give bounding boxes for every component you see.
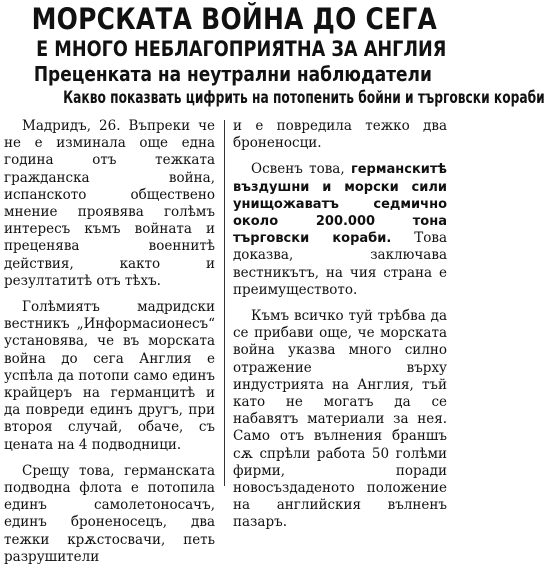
headline-deck: Какво показвать цифрить на потопенить бойни и търговски кораби — [63, 88, 545, 108]
article-column-left — [4, 118, 215, 575]
headline-subtitle: Преценката на неутрални наблюдатели — [33, 62, 432, 86]
column-divider — [224, 120, 225, 486]
paragraph-4-lead: Освенъ това, — [251, 161, 351, 178]
paragraph-3: Срещу това, германската подводна флота е потопила единъ самолетоносачъ, единъ броненосецъ, два тежки крѫстосвачи, петь разрушители — [4, 462, 215, 565]
paragraph-4-emphasis: германскитѣ въздушни и морски сили унищожаватъ седмично около 200.000 тона търговски кораби. — [233, 162, 447, 247]
article-column-right — [233, 118, 447, 541]
paragraph-4 — [233, 161, 447, 299]
headline-secondary: Е МНОГО НЕБЛАГОПРИЯТНА ЗА АНГЛИЯ — [36, 37, 447, 61]
paragraph-2: Голѣмиятъ мадридски вестникъ „Информасионесъ“ установява, че въ морската война до сега Англия е успѣла да потопи само единъ крайцеръ на германцитѣ и да повреди единъ другъ, при второя случай, обаче, съ цената на 4 подводници. — [4, 299, 215, 453]
headline-main: МОРСКАТА ВОЙНА ДО СЕГА — [31, 2, 438, 36]
paragraph-4-tail: Това доказва, заключава вестникътъ, на чия страна е преимуществото. — [233, 230, 448, 298]
paragraph-continuation: и е повредила тежко два броненосци. — [233, 118, 447, 152]
paragraph-1: Мадридъ, 26. Въпреки че не е изминала още една година отъ тежката гражданска война, испанското обществено мнение проявява голѣмъ интересъ къмъ войната и преценява военнитѣ действия, както и резултатитѣ отъ тѣхъ. — [4, 118, 215, 289]
paragraph-5: Къмъ всичко туй трѣбва да се прибави още, че морската война указва много силно отражение върху индустрията на Англия, тъй като не могатъ да се набавятъ материали за нея. Само отъ вълнения браншъ сѫ спрѣли работа 50 голѣми фирми, поради новосъздаденото положение на английския вълненъ пазаръ. — [233, 308, 447, 531]
